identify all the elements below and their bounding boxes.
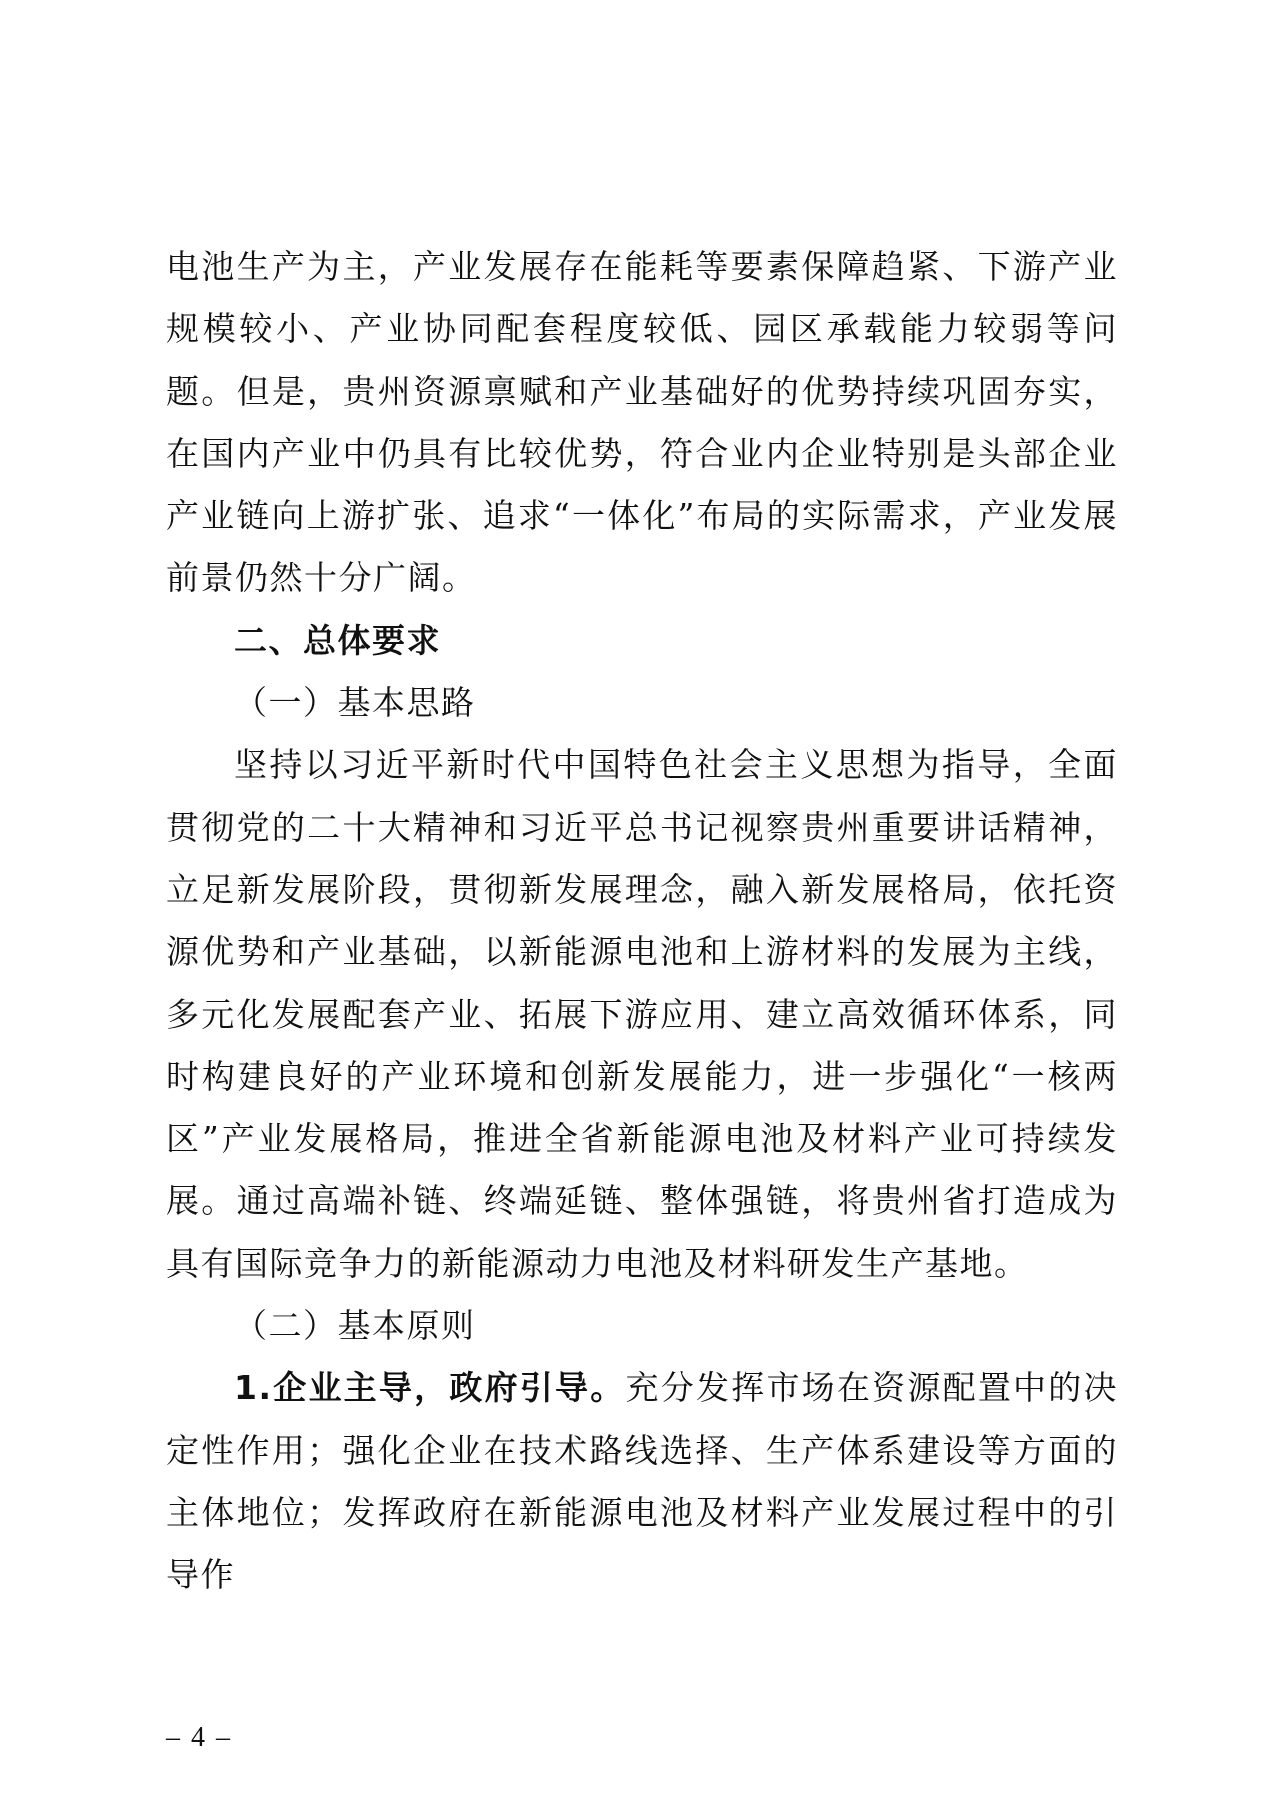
principle-1-lead: 1.企业主导，政府引导。 (234, 1368, 626, 1408)
section-heading-overall-requirements: 二、总体要求 (234, 620, 441, 660)
page-body (166, 236, 1118, 1607)
paragraph-industry-status: 电池生产为主，产业发展存在能耗等要素保障趋紧、下游产业规模较小、产业协同配套程度较低、园区承载能力较弱等问题。但是，贵州资源禀赋和产业基础好的优势持续巩固夯实，在国内产业中仍具有比较优势，符合业内企业特别是头部企业产业链向上游扩张、追求“一体化”布局的实际需求，产业发展前景仍然十分广阔。 (166, 247, 1118, 598)
page-number: – 4 – (166, 1722, 232, 1753)
subsection-heading-basic-approach: （一）基本思路 (234, 683, 476, 723)
paragraph-basic-approach: 坚持以习近平新时代中国特色社会主义思想为指导，全面贯彻党的二十大精神和习近平总书记视察贵州重要讲话精神，立足新发展阶段，贯彻新发展理念，融入新发展格局，依托资源优势和产业基础，以新能源电池和上游材料的发展为主线，多元化发展配套产业、拓展下游应用、建立高效循环体系，同时构建良好的产业环境和创新发展能力，进一步强化“一核两区”产业发展格局，推进全省新能源电池及材料产业可持续发展。通过高端补链、终端延链、整体强链，将贵州省打造成为具有国际竞争力的新能源动力电池及材料研发生产基地。 (166, 745, 1118, 1283)
principle-1-text: 充分发挥市场在资源配置中的决定性作用；强化企业在技术路线选择、生产体系建设等方面的主体地位；发挥政府在新能源电池及材料产业发展过程中的引导作 (166, 1368, 1119, 1595)
paragraph-principle-1 (166, 1357, 1118, 1606)
subsection-heading-basic-principles: （二）基本原则 (234, 1306, 476, 1346)
